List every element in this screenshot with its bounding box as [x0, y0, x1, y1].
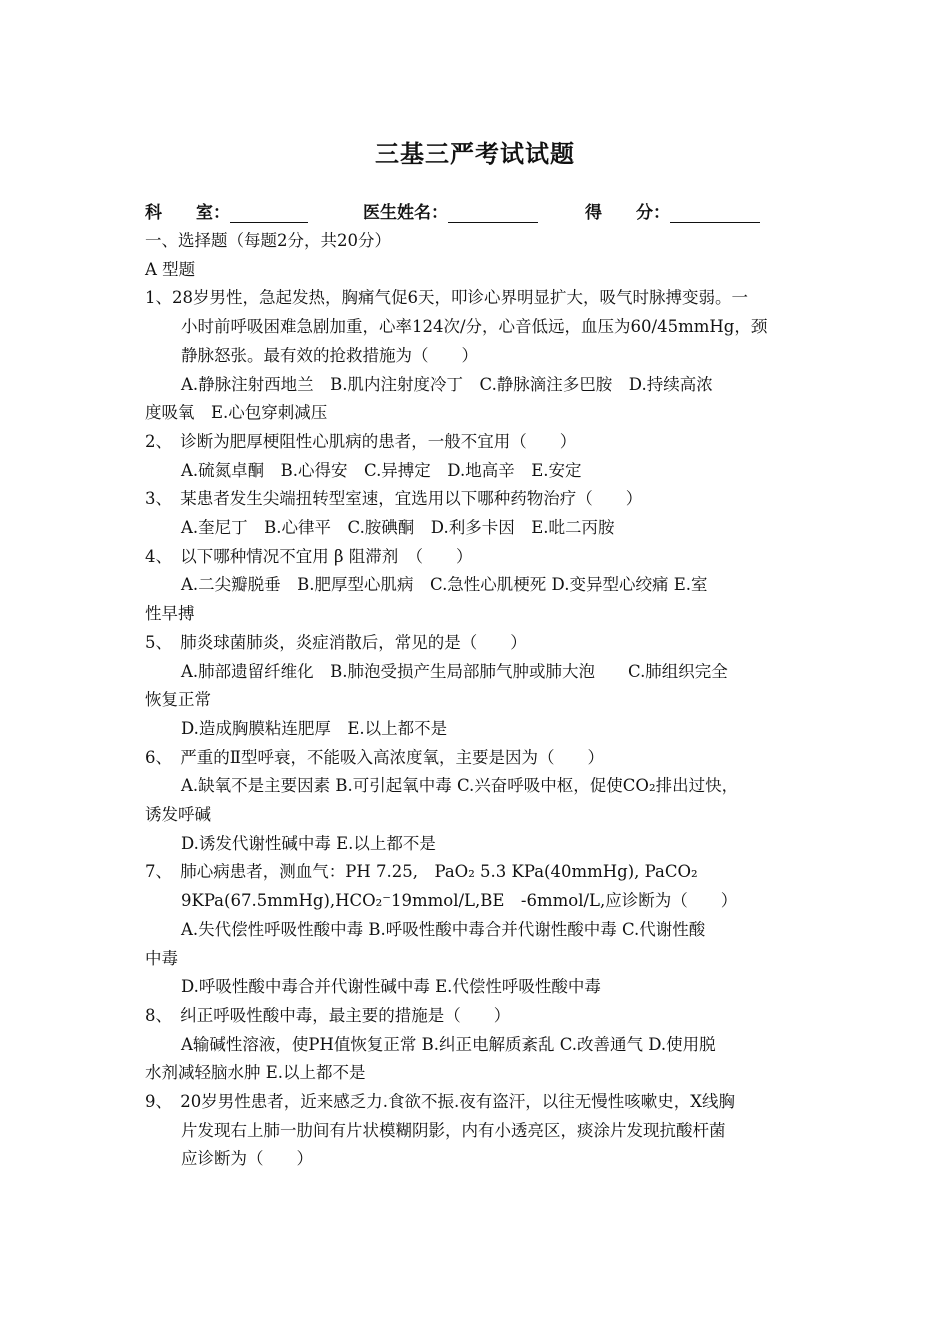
text-line: 2、 诊断为肥厚梗阻性心肌病的患者，一般不宜用（ ）: [145, 431, 577, 451]
text-line: 3、 某患者发生尖端扭转型室速，宜选用以下哪种药物治疗（ ）: [145, 489, 643, 509]
text-line: 片发现右上肺一肋间有片状模糊阴影，内有小透亮区，痰涂片发现抗酸杆菌: [181, 1120, 726, 1140]
text-line: 诱发呼碱: [145, 805, 211, 824]
text-line: 小时前呼吸困难急剧加重，心率124次/分，心音低远，血压为60/45mmHg，颈: [181, 317, 768, 337]
text-line: 4、 以下哪种情况不宜用 β 阻滞剂 （ ）: [145, 546, 473, 566]
text-line: 应诊断为（ ）: [181, 1149, 313, 1169]
text-line: D.造成胸膜粘连肥厚 E.以上都不是: [181, 718, 448, 738]
text-line: 8、 纠正呼吸性酸中毒，最主要的措施是（ ）: [145, 1005, 511, 1025]
page-title: 三基三严考试试题: [375, 139, 575, 168]
text-line: A.奎尼丁 B.心律平 C.胺碘酮 D.利多卡因 E.吡二丙胺: [181, 518, 615, 537]
text-line: 水剂减轻脑水肿 E.以上都不是: [145, 1063, 366, 1083]
text-line: D.诱发代谢性碱中毒 E.以上都不是: [181, 833, 436, 853]
text-line: 恢复正常: [145, 690, 211, 710]
doctor-name-label: 医生姓名：: [363, 203, 448, 223]
text-line: 9、 20岁男性患者，近来感乏力.食欲不振.夜有盗汗，以往无慢性咳嗽史，X线胸: [145, 1092, 735, 1111]
text-line: 9KPa(67.5mmHg),HCO₂⁻19mmol/L,BE -6mmol/L,应诊断为（ ）: [181, 891, 738, 911]
text-line: 6、 严重的Ⅱ型呼衰，不能吸入高浓度氧，主要是因为（ ）: [145, 747, 604, 767]
text-line: A.肺部遗留纤维化 B.肺泡受损产生局部肺气肿或肺大泡 C.肺组织完全: [181, 661, 728, 681]
text-line: 7、 肺心病患者，测血气：PH 7.25, PaO₂ 5.3 KPa(40mmHg), PaCO₂: [145, 862, 698, 882]
text-line: 静脉怒张。最有效的抢救措施为（ ）: [181, 345, 478, 365]
text-line: A.二尖瓣脱垂 B.肥厚型心肌病 C.急性心肌梗死 D.变异型心绞痛 E.室: [181, 575, 708, 595]
text-line: 1、28岁男性，急起发热，胸痛气促6天，叩诊心界明显扩大，吸气时脉搏变弱。一: [145, 288, 748, 308]
text-line: 5、 肺炎球菌肺炎，炎症消散后，常见的是（ ）: [145, 632, 527, 652]
text-line: A.缺氧不是主要因素 B.可引起氧中毒 C.兴奋呼吸中枢，促使CO₂排出过快，: [181, 776, 739, 796]
text-line: 中毒: [145, 948, 178, 968]
score-label: 得 分：: [585, 203, 670, 223]
text-line: 度吸氧 E.心包穿刺减压: [145, 403, 328, 423]
text-line: A.静脉注射西地兰 B.肌内注射度冷丁 C.静脉滴注多巴胺 D.持续高浓: [181, 374, 713, 394]
department-label: 科 室：: [145, 203, 230, 223]
text-line: A输碱性溶液，使PH值恢复正常 B.纠正电解质紊乱 C.改善通气 D.使用脱: [181, 1034, 716, 1054]
text-line: 性早搏: [145, 604, 195, 624]
text-line: A.硫氮卓酮 B.心得安 C.异搏定 D.地高辛 E.安定: [181, 460, 582, 480]
text-line: A 型题: [145, 259, 196, 279]
text-line: A.失代偿性呼吸性酸中毒 B.呼吸性酸中毒合并代谢性酸中毒 C.代谢性酸: [181, 919, 706, 939]
text-line: 一、选择题（每题2分，共20分）: [145, 231, 391, 250]
text-line: D.呼吸性酸中毒合并代谢性碱中毒 E.代偿性呼吸性酸中毒: [181, 977, 601, 997]
